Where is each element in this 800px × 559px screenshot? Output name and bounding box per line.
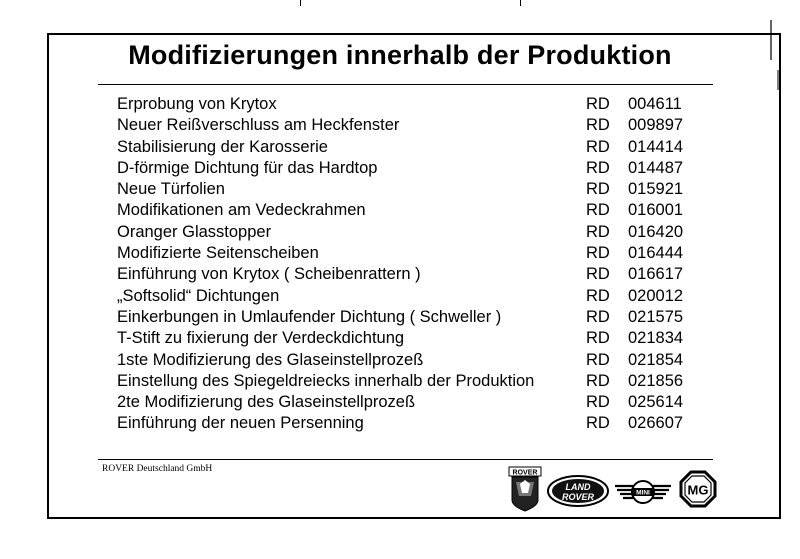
- item-number: 021856: [628, 371, 684, 390]
- item-code: RD: [586, 350, 610, 369]
- footer-divider: [98, 459, 713, 460]
- item-number: 016444: [628, 244, 684, 263]
- item-number: 004611: [628, 95, 682, 113]
- scan-artifact: [520, 0, 521, 6]
- item-code: RD: [586, 137, 610, 156]
- item-number: 016420: [628, 222, 684, 241]
- list-item: [117, 328, 717, 349]
- title-divider: [98, 84, 713, 85]
- rover-logo: [507, 466, 543, 512]
- item-code: RD: [586, 393, 610, 412]
- modification-list: [117, 94, 717, 435]
- item-description: Neuer Reißverschluss am Heckfenster: [117, 116, 400, 135]
- list-item: [117, 137, 717, 158]
- list-item: [117, 392, 717, 413]
- item-code: RD: [586, 201, 610, 220]
- item-description: „Softsolid“ Dichtungen: [117, 286, 280, 305]
- mini-logo: [613, 476, 673, 506]
- item-code: RD: [586, 95, 610, 113]
- list-item: [117, 115, 717, 136]
- item-number: 015921: [628, 180, 684, 199]
- landrover-logo-line1: LAND: [565, 482, 591, 492]
- mg-logo-text: MG: [687, 482, 709, 498]
- list-item: [117, 94, 717, 115]
- scan-artifact: [777, 70, 779, 90]
- mini-logo-text: MINI: [636, 489, 650, 497]
- landrover-logo-line2: ROVER: [561, 492, 595, 502]
- item-code: RD: [586, 116, 610, 135]
- list-item: [117, 350, 717, 371]
- item-number: 021575: [628, 307, 684, 326]
- item-description: Erprobung von Krytox: [117, 95, 277, 113]
- item-description: T-Stift zu fixierung der Verdeckdichtung: [117, 329, 405, 348]
- item-number: 021834: [628, 329, 684, 348]
- item-description: Modifizierte Seitenscheiben: [117, 244, 319, 263]
- item-number: 009897: [628, 116, 684, 135]
- list-item: [117, 264, 717, 285]
- list-item: [117, 371, 717, 392]
- rover-logo-text: ROVER: [512, 469, 538, 477]
- scan-artifact: [300, 0, 301, 6]
- item-number: 026607: [628, 414, 684, 433]
- list-item: [117, 222, 717, 243]
- item-number: 014414: [628, 137, 684, 156]
- item-number: 020012: [628, 286, 684, 305]
- page-title: Modifizierungen innerhalb der Produktion: [128, 40, 672, 70]
- list-item: [117, 158, 717, 179]
- item-description: Oranger Glasstopper: [117, 222, 272, 241]
- item-description: 1ste Modifizierung des Glaseinstellprozeß: [117, 350, 424, 369]
- list-item: [117, 243, 717, 264]
- item-number: 016617: [628, 265, 684, 284]
- item-description: D-förmige Dichtung für das Hardtop: [117, 158, 378, 177]
- item-description: Einkerbungen in Umlaufender Dichtung ( Schweller ): [117, 307, 502, 326]
- item-number: 021854: [628, 350, 684, 369]
- item-code: RD: [586, 371, 610, 390]
- item-description: Modifikationen am Vedeckrahmen: [117, 201, 366, 220]
- item-description: Einstellung des Spiegeldreiecks innerhalb der Produktion: [117, 371, 535, 390]
- item-code: RD: [586, 244, 610, 263]
- list-item: [117, 286, 717, 307]
- item-code: RD: [586, 222, 610, 241]
- item-description: Stabilisierung der Karosserie: [117, 137, 328, 156]
- item-code: RD: [586, 286, 610, 305]
- landrover-logo: [546, 474, 610, 508]
- mg-logo: [679, 470, 717, 508]
- item-description: Neue Türfolien: [117, 180, 225, 199]
- item-code: RD: [586, 158, 610, 177]
- item-number: 025614: [628, 393, 684, 412]
- list-item: [117, 179, 717, 200]
- list-item: [117, 413, 717, 434]
- list-item: [117, 200, 717, 221]
- item-code: RD: [586, 307, 610, 326]
- item-code: RD: [586, 180, 610, 199]
- item-number: 016001: [628, 201, 684, 220]
- item-number: 014487: [628, 158, 684, 177]
- item-description: Einführung von Krytox ( Scheibenrattern ): [117, 265, 421, 284]
- item-description: Einführung der neuen Persenning: [117, 414, 364, 433]
- item-code: RD: [586, 414, 610, 433]
- item-description: 2te Modifizierung des Glaseinstellprozeß: [117, 393, 416, 412]
- scan-artifact: [770, 20, 772, 60]
- item-code: RD: [586, 329, 610, 348]
- list-item: [117, 307, 717, 328]
- brand-logos: [505, 466, 720, 512]
- footer-company: ROVER Deutschland GmbH: [102, 464, 213, 474]
- item-code: RD: [586, 265, 610, 284]
